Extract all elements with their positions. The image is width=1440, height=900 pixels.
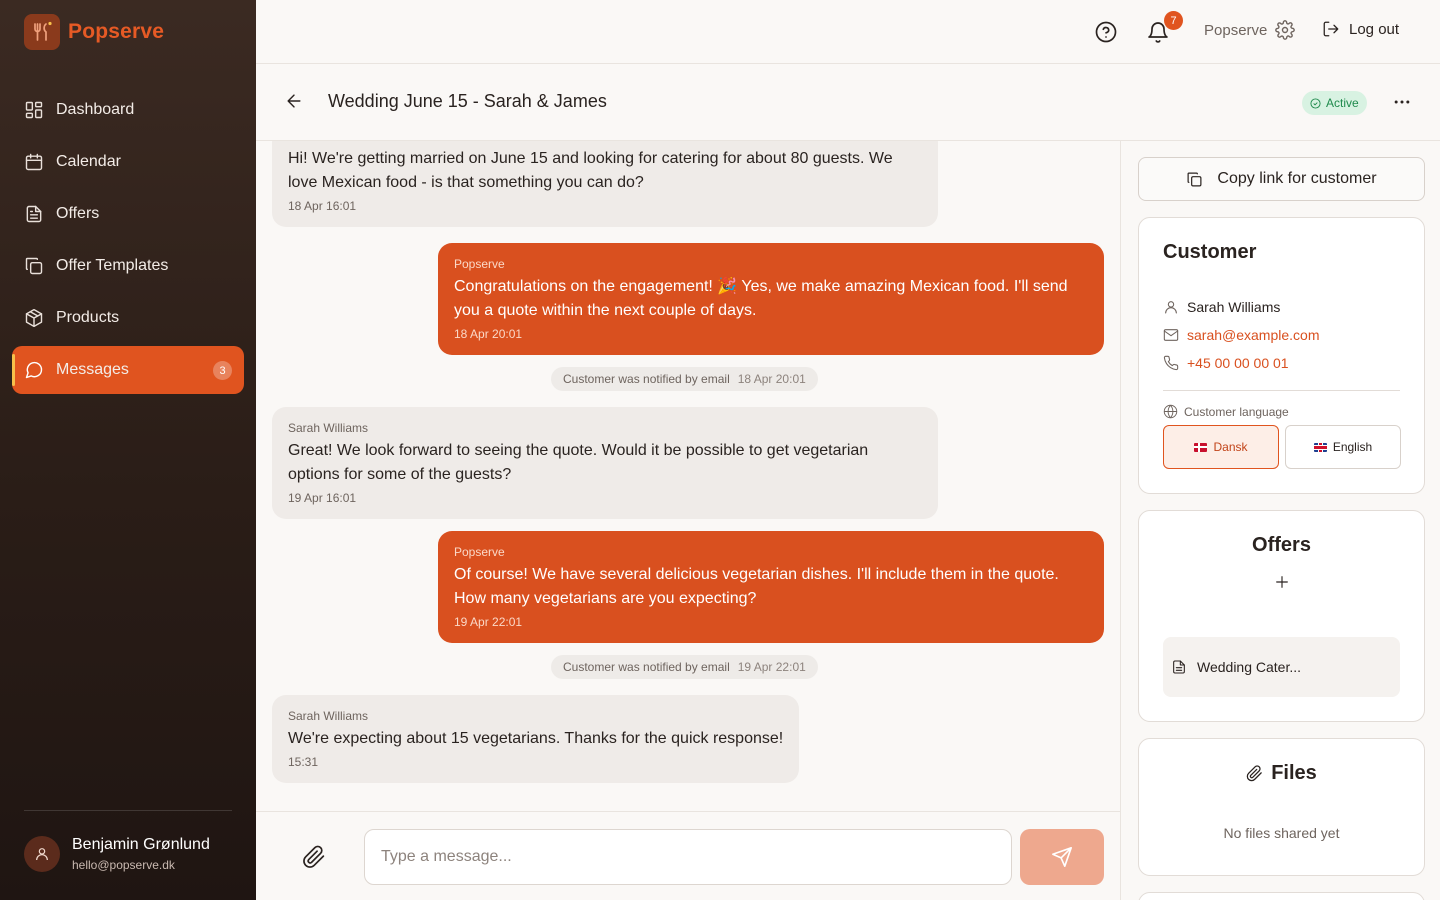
message-sender: Sarah Williams xyxy=(288,421,369,435)
language-option-label: English xyxy=(1332,440,1373,454)
message-bubble-incoming xyxy=(272,695,799,783)
chat-bubble-icon xyxy=(24,360,44,380)
logout-label: Log out xyxy=(1349,20,1400,38)
notification-count-badge: 7 xyxy=(1164,11,1183,30)
account-label: Popserve xyxy=(1204,21,1268,39)
customer-phone-row[interactable] xyxy=(1163,355,1289,371)
sidebar-item-dashboard[interactable] xyxy=(12,86,244,134)
message-time: 19 Apr 16:01 xyxy=(288,491,357,505)
sidebar-item-products[interactable] xyxy=(12,294,244,342)
customer-phone-link[interactable]: +45 00 00 00 01 xyxy=(1187,355,1289,371)
popserve-logo-icon xyxy=(24,14,60,50)
send-icon xyxy=(1051,846,1073,868)
offer-item-label: Wedding Cater... xyxy=(1197,659,1302,675)
copy-icon xyxy=(1186,171,1203,188)
phone-icon xyxy=(1163,355,1179,371)
main-nav xyxy=(12,86,244,398)
message-time: 18 Apr 20:01 xyxy=(454,327,523,341)
message-text: Great! We look forward to seeing the quote. Would it be possible to get vegetarian options for some of the guests? xyxy=(288,442,869,483)
message-composer xyxy=(256,811,1120,900)
status-label: Active xyxy=(1326,96,1359,110)
copy-link-label: Copy link for customer xyxy=(1217,170,1377,187)
paperclip-icon[interactable] xyxy=(302,845,326,869)
sidebar-item-label: Offer Templates xyxy=(56,257,169,274)
message-text: We're expecting about 15 vegetarians. Thanks for the quick response! xyxy=(288,730,784,747)
message-sender: Popserve xyxy=(454,257,505,271)
sidebar-item-label: Messages xyxy=(56,361,129,378)
back-arrow-icon[interactable] xyxy=(284,91,304,111)
paperclip-icon xyxy=(1246,765,1263,782)
offers-card xyxy=(1138,510,1425,722)
user-email: hello@popserve.dk xyxy=(72,858,175,872)
user-icon xyxy=(34,846,50,862)
sidebar-item-offers[interactable] xyxy=(12,190,244,238)
messages-count-badge: 3 xyxy=(213,361,232,380)
sidebar-item-label: Calendar xyxy=(56,153,121,170)
calendar-icon xyxy=(24,152,44,172)
status-badge xyxy=(1302,91,1367,115)
conversation-title: Wedding June 15 - Sarah & James xyxy=(328,91,607,111)
sidebar-item-calendar[interactable] xyxy=(12,138,244,186)
message-time: 15:31 xyxy=(288,755,319,769)
message-text: Congratulations on the engagement! 🎉 Yes, we make amazing Mexican food. I'll send you a quote within the next couple of days. xyxy=(454,278,1068,319)
help-icon[interactable] xyxy=(1094,20,1118,44)
message-bubble-outgoing xyxy=(438,243,1104,355)
copy-icon xyxy=(24,256,44,276)
account-settings-button[interactable] xyxy=(1204,20,1295,40)
sidebar-item-messages[interactable] xyxy=(12,346,244,394)
message-text: Of course! We have several delicious vegetarian dishes. I'll include them in the quote. How many vegetarians are you expecting? xyxy=(454,566,1059,607)
message-time: 19 Apr 22:01 xyxy=(454,615,523,629)
message-thread[interactable] xyxy=(256,141,1120,811)
sidebar-divider xyxy=(24,810,232,811)
additional-card xyxy=(1138,892,1425,900)
sidebar-item-label: Dashboard xyxy=(56,101,135,118)
brand[interactable] xyxy=(24,12,164,52)
message-sender: Sarah Williams xyxy=(288,709,369,723)
user-icon xyxy=(1163,299,1179,315)
customer-panel xyxy=(1120,141,1440,900)
plus-icon[interactable] xyxy=(1274,574,1290,590)
files-card-title: Files xyxy=(1139,762,1424,785)
files-empty-state: No files shared yet xyxy=(1223,825,1340,841)
avatar xyxy=(24,836,60,872)
send-button[interactable] xyxy=(1020,829,1104,885)
logout-button[interactable] xyxy=(1322,20,1399,38)
language-option-label: Dansk xyxy=(1213,440,1248,454)
brand-name: Popserve xyxy=(68,20,165,43)
document-icon xyxy=(24,204,44,224)
message-input[interactable] xyxy=(364,829,1012,885)
top-bar xyxy=(256,0,1440,64)
sidebar-item-label: Offers xyxy=(56,205,100,222)
gear-icon xyxy=(1275,20,1295,40)
email-notification-notice xyxy=(551,367,818,391)
dashboard-grid-icon xyxy=(24,100,44,120)
more-options-icon[interactable] xyxy=(1392,92,1412,112)
language-option-english[interactable] xyxy=(1285,425,1401,469)
message-bubble-incoming xyxy=(272,407,938,519)
message-bubble-incoming xyxy=(272,141,938,227)
copy-link-button[interactable] xyxy=(1138,157,1425,201)
email-notification-notice xyxy=(551,655,818,679)
check-circle-icon xyxy=(1310,98,1321,109)
offers-card-title: Offers xyxy=(1252,534,1311,556)
customer-name: Sarah Williams xyxy=(1187,299,1281,315)
customer-email-row[interactable] xyxy=(1163,327,1320,343)
customer-name-row xyxy=(1163,299,1280,315)
user-name: Benjamin Grønlund xyxy=(72,836,210,853)
message-time: 18 Apr 16:01 xyxy=(288,199,357,213)
customer-card xyxy=(1138,217,1425,494)
notice-time: 19 Apr 22:01 xyxy=(737,660,806,674)
customer-email-link[interactable]: sarah@example.com xyxy=(1187,327,1320,343)
message-bubble-outgoing xyxy=(438,531,1104,643)
mail-icon xyxy=(1163,327,1179,343)
notice-time: 18 Apr 20:01 xyxy=(737,372,806,386)
notice-text: Customer was notified by email xyxy=(563,660,730,674)
language-option-dansk[interactable] xyxy=(1163,425,1279,469)
conversation-header xyxy=(256,64,1440,141)
sidebar-item-offer-templates[interactable] xyxy=(12,242,244,290)
files-card xyxy=(1138,738,1425,876)
sidebar-item-label: Products xyxy=(56,309,120,326)
sidebar xyxy=(0,0,256,900)
globe-icon xyxy=(1163,404,1178,419)
danish-flag-icon xyxy=(1194,443,1207,452)
customer-card-title: Customer xyxy=(1163,241,1257,263)
uk-flag-icon xyxy=(1314,443,1327,452)
user-profile[interactable] xyxy=(24,836,210,872)
message-sender: Popserve xyxy=(454,545,505,559)
card-divider xyxy=(1163,390,1400,391)
logout-icon xyxy=(1322,20,1340,38)
document-icon xyxy=(1171,659,1187,675)
box-icon xyxy=(24,308,44,328)
notice-text: Customer was notified by email xyxy=(563,372,730,386)
message-text: Hi! We're getting married on June 15 and looking for catering for about 80 guests. We love Mexican food - is that something you can do? xyxy=(288,150,893,191)
customer-language-label: Customer language xyxy=(1163,404,1289,419)
offer-item[interactable] xyxy=(1163,637,1400,697)
